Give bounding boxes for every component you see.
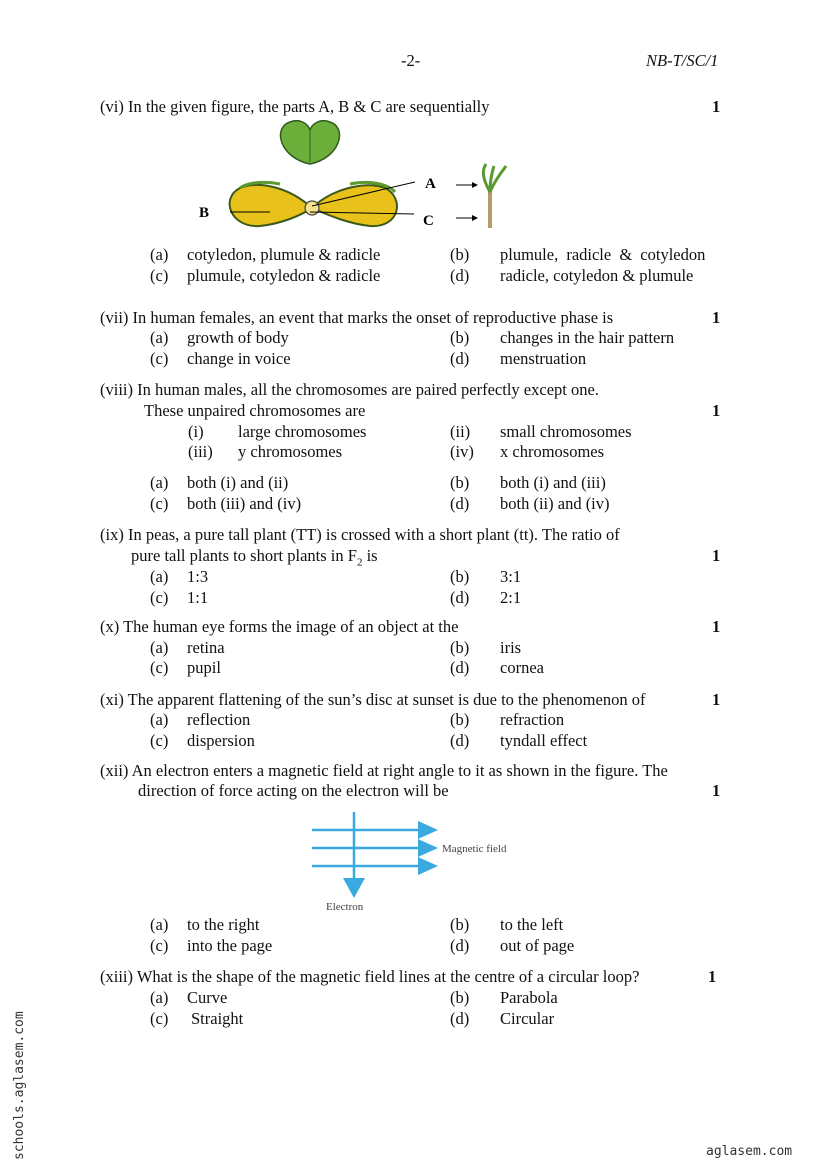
q12-option-a-text: to the right xyxy=(187,915,260,934)
q10-option-b-text: iris xyxy=(500,638,522,657)
q8-option-a-label: (a) xyxy=(150,473,169,492)
label-a: A xyxy=(425,176,436,192)
q7-option-d-label: (d) xyxy=(450,349,470,368)
field-arrow-1 xyxy=(418,821,438,839)
question-xii-stem-line2: direction of force acting on the electron will be xyxy=(138,781,449,800)
q12-option-c-text: into the page xyxy=(187,936,273,955)
question-ix-marks: 1 xyxy=(712,546,721,565)
q12-option-b-text: to the left xyxy=(500,915,564,934)
electron-label: Electron xyxy=(326,901,364,913)
question-vi-stem: (vi) In the given figure, the parts A, B & C are sequentially xyxy=(100,97,490,116)
q9-option-c-text: 1:1 xyxy=(187,588,209,607)
q8-sub-iv-label: (iv) xyxy=(450,442,474,461)
electron-arrow xyxy=(343,878,365,898)
question-vi-marks: 1 xyxy=(712,97,721,116)
question-xiii-marks: 1 xyxy=(708,967,717,986)
q7-option-b-text: changes in the hair pattern xyxy=(500,328,675,347)
question-viii-stem-line2: These unpaired chromosomes are xyxy=(144,401,366,420)
question-xii-stem-line1: (xii) An electron enters a magnetic field at right angle to it as shown in the figure. The xyxy=(100,761,668,780)
q8-option-a-text: both (i) and (ii) xyxy=(187,473,289,492)
question-viii-marks: 1 xyxy=(712,401,721,420)
question-vii-stem: (vii) In human females, an event that marks the onset of reproductive phase is xyxy=(100,308,614,327)
q13-option-b-text: Parabola xyxy=(500,988,558,1007)
q8-sub-iv-text: x chromosomes xyxy=(500,442,605,461)
q8-option-c-text: both (iii) and (iv) xyxy=(187,494,302,513)
cotyledon-left xyxy=(230,185,312,226)
question-ix-stem-line1: (ix) In peas, a pure tall plant (TT) is crossed with a short plant (tt). The ratio of xyxy=(100,525,620,544)
q7-option-b-label: (b) xyxy=(450,328,470,347)
question-xi-marks: 1 xyxy=(712,690,721,709)
q11-option-d-text: tyndall effect xyxy=(500,731,588,750)
q12-option-d-label: (d) xyxy=(450,936,470,955)
q11-option-c-text: dispersion xyxy=(187,731,255,750)
q13-option-d-text: Circular xyxy=(500,1009,555,1028)
q9-option-b-label: (b) xyxy=(450,567,470,586)
q6-option-b-text: plumule, radicle & cotyledon xyxy=(500,245,706,264)
q11-option-b-label: (b) xyxy=(450,710,470,729)
q12-option-d-text: out of page xyxy=(500,936,575,955)
q6-option-d-text: radicle, cotyledon & plumule xyxy=(500,266,694,285)
magnetic-field-label: Magnetic field xyxy=(442,843,507,855)
q13-option-d-label: (d) xyxy=(450,1009,470,1028)
q8-option-b-label: (b) xyxy=(450,473,470,492)
q10-option-d-label: (d) xyxy=(450,658,470,677)
seed-germination-figure xyxy=(190,118,520,233)
q13-option-a-text: Curve xyxy=(187,988,228,1007)
q11-option-d-label: (d) xyxy=(450,731,470,750)
page-number: -2- xyxy=(401,51,421,70)
q6-option-d-label: (d) xyxy=(450,266,470,285)
q7-option-a-label: (a) xyxy=(150,328,169,347)
q8-option-b-text: both (i) and (iii) xyxy=(500,473,606,492)
q9-option-b-text: 3:1 xyxy=(500,567,522,586)
q8-option-d-text: both (ii) and (iv) xyxy=(500,494,610,513)
footer-watermark: aglasem.com xyxy=(706,1144,793,1159)
q9-option-a-text: 1:3 xyxy=(187,567,209,586)
q10-option-d-text: cornea xyxy=(500,658,544,677)
q10-option-c-text: pupil xyxy=(187,658,221,677)
label-c: C xyxy=(423,213,434,229)
q12-option-b-label: (b) xyxy=(450,915,470,934)
q6-option-c-text: plumule, cotyledon & radicle xyxy=(187,266,381,285)
q7-option-c-text: change in voice xyxy=(187,349,291,368)
q8-sub-iii-label: (iii) xyxy=(188,442,213,461)
label-b: B xyxy=(199,205,210,221)
q11-option-b-text: refraction xyxy=(500,710,565,729)
q13-option-c-text: Straight xyxy=(191,1009,244,1028)
q11-option-a-label: (a) xyxy=(150,710,169,729)
q10-option-a-text: retina xyxy=(187,638,225,657)
q8-sub-ii-label: (ii) xyxy=(450,422,471,441)
q9-option-a-label: (a) xyxy=(150,567,169,586)
q13-option-a-label: (a) xyxy=(150,988,169,1007)
q8-sub-i-text: large chromosomes xyxy=(238,422,367,441)
q9-option-d-label: (d) xyxy=(450,588,470,607)
q8-option-c-label: (c) xyxy=(150,494,169,513)
q6-option-a-text: cotyledon, plumule & radicle xyxy=(187,245,381,264)
q10-option-c-label: (c) xyxy=(150,658,169,677)
q10-option-b-label: (b) xyxy=(450,638,470,657)
q6-option-a-label: (a) xyxy=(150,245,169,264)
q8-sub-i-label: (i) xyxy=(188,422,204,441)
q7-option-c-label: (c) xyxy=(150,349,169,368)
q9-option-d-text: 2:1 xyxy=(500,588,522,607)
question-xii-marks: 1 xyxy=(712,781,721,800)
ix-stem-text: pure tall plants to short plants in F xyxy=(131,546,357,565)
q8-sub-ii-text: small chromosomes xyxy=(500,422,632,441)
q13-option-c-label: (c) xyxy=(150,1009,169,1028)
q11-option-a-text: reflection xyxy=(187,710,251,729)
q13-option-b-label: (b) xyxy=(450,988,470,1007)
q6-option-b-label: (b) xyxy=(450,245,470,264)
question-x-marks: 1 xyxy=(712,617,721,636)
q10-option-a-label: (a) xyxy=(150,638,169,657)
field-arrow-3 xyxy=(418,857,438,875)
question-xi-stem: (xi) The apparent flattening of the sun’s disc at sunset is due to the phenomenon of xyxy=(100,690,646,709)
q8-option-d-label: (d) xyxy=(450,494,470,513)
ix-stem-tail: is xyxy=(362,546,378,565)
cotyledon-right xyxy=(312,185,397,226)
field-arrow-2 xyxy=(418,839,438,857)
q8-sub-iii-text: y chromosomes xyxy=(238,442,343,461)
q6-option-c-label: (c) xyxy=(150,266,169,285)
side-watermark: schools.aglasem.com xyxy=(12,1011,27,1160)
q7-option-d-text: menstruation xyxy=(500,349,587,368)
q12-option-a-label: (a) xyxy=(150,915,169,934)
question-x-stem: (x) The human eye forms the image of an object at the xyxy=(100,617,459,636)
question-xiii-stem: (xiii) What is the shape of the magnetic field lines at the centre of a circular loop? xyxy=(100,967,640,986)
paper-code: NB-T/SC/1 xyxy=(646,51,719,70)
q9-option-c-label: (c) xyxy=(150,588,169,607)
q11-option-c-label: (c) xyxy=(150,731,169,750)
magnetic-field-figure xyxy=(300,808,550,913)
question-vii-marks: 1 xyxy=(712,308,721,327)
q12-option-c-label: (c) xyxy=(150,936,169,955)
ix-stem-subscript: 2 xyxy=(356,556,363,569)
q7-option-a-text: growth of body xyxy=(187,328,289,347)
question-viii-stem-line1: (viii) In human males, all the chromosomes are paired perfectly except one. xyxy=(100,380,599,399)
